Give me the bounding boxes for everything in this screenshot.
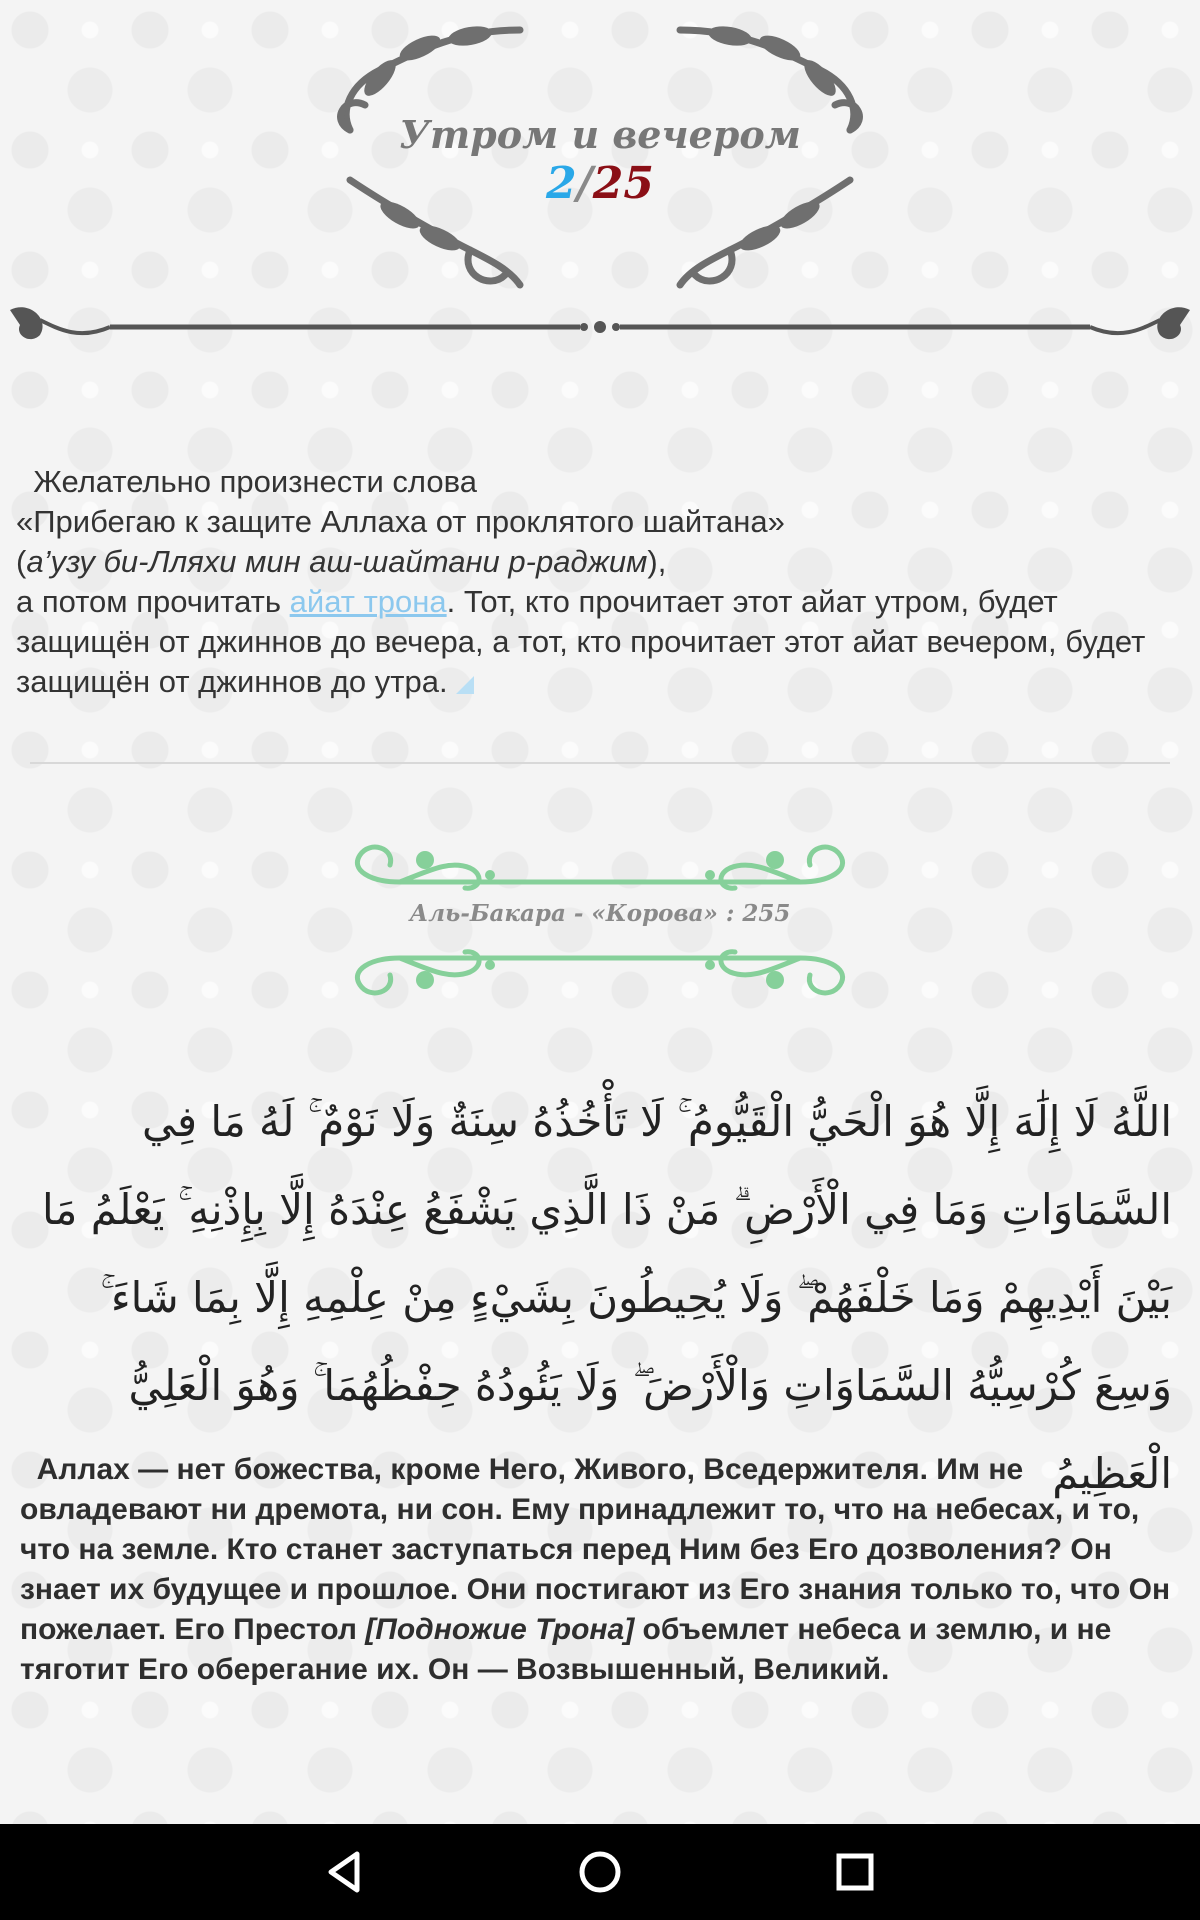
header — [0, 0, 1200, 360]
intro-line-1: Желательно произнести слова — [33, 464, 477, 499]
page-total: 25 — [592, 158, 654, 209]
page-counter — [0, 158, 1200, 209]
verse-translation: Аллах — нет божества, кроме Него, Живого, Вседержителя. Им не овладевают ни дремота, ни сон. Ему принадлежит то, что на небесах, и то, что на земле. Кто станет заступаться перед Ним без Его дозволения? Он знает их будущее и прошлое. Они постигают из Его знания только то, что Он пожелает. Его Престол [Подножие Трона] объемлет небеса и землю, и не тяготит Его оберегание их. Он — Возвышенный, Великий. — [20, 1453, 1171, 1686]
page-separator: / — [576, 158, 593, 209]
intro-text — [16, 462, 1186, 702]
arabic-verse: اللَّهُ لَا إِلَٰهَ إِلَّا هُوَ الْحَيُّ الْقَيُّومُ ۚ لَا تَأْخُذُهُ سِنَةٌ وَلَا نَوْمٌ ۚ لَهُ مَا فِي السَّمَاوَاتِ وَمَا فِي الْأَرْضِ ۗ مَنْ ذَا الَّذِي يَشْفَعُ عِنْدَهُ إِلَّا بِإِذْنِهِ ۚ يَعْلَمُ مَا بَيْنَ أَيْدِيهِمْ وَمَا خَلْفَهُمْ ۖ وَلَا يُحِيطُونَ بِشَيْءٍ مِنْ عِلْمِهِ إِلَّا بِمَا شَاءَ ۚ وَسِعَ كُرْسِيُّهُ السَّمَاوَاتِ وَالْأَرْضَ ۖ وَلَا يَئُودُهُ حِفْظُهُمَا ۚ وَهُوَ الْعَلِيُّ الْعَظِيمُ — [42, 1097, 1172, 1498]
page-current: 2 — [546, 158, 577, 209]
intro-line-3: (а’узу би-Лляхи мин аш-шайтани р-раджим), — [16, 544, 667, 579]
system-navigation-bar — [0, 1824, 1200, 1920]
home-circle-icon[interactable] — [570, 1842, 630, 1902]
back-triangle-icon[interactable] — [315, 1842, 375, 1902]
footnote-marker-icon[interactable] — [456, 676, 474, 694]
surah-label: Аль-Бакара - «Корова» : 255 — [409, 900, 791, 927]
recents-square-icon[interactable] — [825, 1842, 885, 1902]
ayat-link[interactable]: айат трона — [289, 584, 447, 619]
intro-line-2: «Прибегаю к защите Аллаха от проклятого шайтана» — [16, 504, 785, 539]
intro-body: а потом прочитать айат трона. Тот, кто прочитает этот айат утром, будет защищён от джиннов до вечера, а тот, кто прочитает этот айат вечером, будет защищён от джиннов до утра. — [16, 584, 1146, 699]
page-title: Утром и вечером — [399, 112, 801, 157]
section-divider — [30, 762, 1170, 764]
surah-label-frame — [340, 830, 860, 1010]
